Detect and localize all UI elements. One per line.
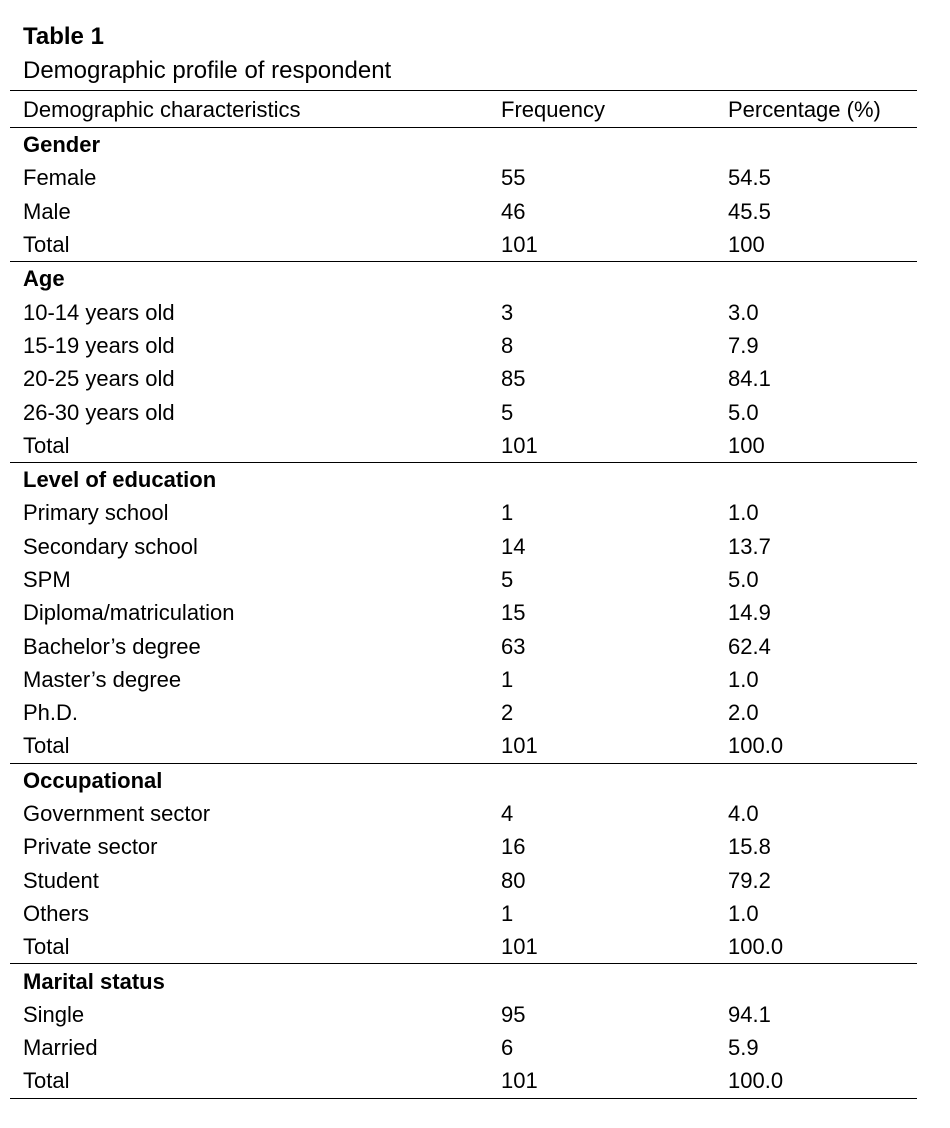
demographic-table: [10, 90, 917, 1099]
table-row: [10, 395, 917, 428]
cell-percentage: 14.9: [728, 600, 771, 626]
section-header-row: [10, 763, 917, 797]
table-row: [10, 228, 917, 262]
header-percentage: Percentage (%): [728, 96, 881, 122]
cell-frequency: 15: [501, 600, 526, 626]
cell-characteristic: Married: [23, 1035, 98, 1061]
cell-percentage: 4.0: [728, 801, 759, 827]
table-row: [10, 797, 917, 830]
cell-characteristic: Master’s degree: [23, 666, 182, 692]
cell-frequency: 101: [501, 934, 538, 960]
table-row: [10, 696, 917, 729]
cell-percentage: 100: [728, 232, 765, 258]
section-header-row: [10, 462, 917, 496]
table-row: [10, 530, 917, 563]
section-title: Level of education: [23, 467, 217, 493]
cell-frequency: 3: [501, 299, 514, 325]
cell-frequency: 6: [501, 1035, 514, 1061]
cell-frequency: 80: [501, 867, 526, 893]
cell-frequency: 2: [501, 700, 514, 726]
cell-percentage: 100: [728, 432, 765, 458]
table-row: [10, 864, 917, 897]
cell-characteristic: Total: [23, 733, 70, 759]
cell-percentage: 100.0: [728, 1068, 784, 1094]
table-row: [10, 663, 917, 696]
table-row: [10, 629, 917, 662]
cell-percentage: 3.0: [728, 299, 759, 325]
cell-percentage: 100.0: [728, 934, 784, 960]
table-row: [10, 729, 917, 763]
cell-frequency: 101: [501, 1068, 538, 1094]
table-row: [10, 1031, 917, 1064]
table-row: [10, 496, 917, 529]
cell-characteristic: Total: [23, 1068, 70, 1094]
table-row: [10, 429, 917, 463]
cell-frequency: 101: [501, 232, 538, 258]
table-row: [10, 161, 917, 194]
cell-percentage: 2.0: [728, 700, 759, 726]
section-title: Age: [23, 266, 65, 292]
cell-frequency: 16: [501, 834, 526, 860]
cell-characteristic: Total: [23, 432, 70, 458]
cell-percentage: 79.2: [728, 867, 771, 893]
cell-percentage: 5.9: [728, 1035, 759, 1061]
cell-characteristic: Secondary school: [23, 533, 198, 559]
table-row: [10, 295, 917, 328]
cell-characteristic: Student: [23, 867, 99, 893]
cell-frequency: 46: [501, 198, 526, 224]
cell-percentage: 13.7: [728, 533, 771, 559]
cell-characteristic: Male: [23, 198, 71, 224]
table-caption: Demographic profile of respondent: [23, 57, 392, 84]
table-row: [10, 1064, 917, 1098]
cell-characteristic: Primary school: [23, 500, 169, 526]
table-container: [10, 20, 917, 1099]
cell-frequency: 101: [501, 432, 538, 458]
table-row: [10, 830, 917, 863]
cell-frequency: 14: [501, 533, 526, 559]
table-body: [10, 128, 917, 1099]
section-header-row: [10, 128, 917, 162]
cell-characteristic: Single: [23, 1001, 85, 1027]
cell-percentage: 1.0: [728, 666, 759, 692]
cell-percentage: 62.4: [728, 633, 771, 659]
cell-percentage: 94.1: [728, 1001, 771, 1027]
table-row: [10, 329, 917, 362]
header-characteristics: Demographic characteristics: [23, 96, 301, 122]
cell-frequency: 4: [501, 801, 514, 827]
table-row: [10, 195, 917, 228]
cell-frequency: 5: [501, 399, 514, 425]
table-row: [10, 897, 917, 930]
cell-characteristic: 15-19 years old: [23, 332, 175, 358]
cell-percentage: 54.5: [728, 165, 771, 191]
table-row: [10, 563, 917, 596]
cell-characteristic: 26-30 years old: [23, 399, 175, 425]
table-row: [10, 998, 917, 1031]
cell-characteristic: Total: [23, 232, 70, 258]
table-label: Table 1: [23, 23, 104, 50]
cell-frequency: 1: [501, 900, 514, 926]
cell-characteristic: Female: [23, 165, 97, 191]
section-title: Marital status: [23, 968, 165, 994]
cell-percentage: 1.0: [728, 500, 759, 526]
section-title: Occupational: [23, 767, 163, 793]
table-row: [10, 596, 917, 629]
cell-frequency: 55: [501, 165, 526, 191]
cell-percentage: 15.8: [728, 834, 771, 860]
cell-characteristic: Bachelor’s degree: [23, 633, 201, 659]
cell-characteristic: 10-14 years old: [23, 299, 175, 325]
section-header-row: [10, 262, 917, 296]
section-header-row: [10, 964, 917, 998]
header-frequency: Frequency: [501, 96, 605, 122]
cell-percentage: 7.9: [728, 332, 759, 358]
cell-percentage: 100.0: [728, 733, 784, 759]
table-row: [10, 362, 917, 395]
cell-characteristic: Total: [23, 934, 70, 960]
cell-percentage: 5.0: [728, 399, 759, 425]
cell-characteristic: SPM: [23, 567, 71, 592]
cell-characteristic: Government sector: [23, 801, 211, 827]
cell-frequency: 1: [501, 666, 514, 692]
cell-characteristic: Ph.D.: [23, 700, 79, 726]
cell-percentage: 45.5: [728, 198, 771, 224]
cell-characteristic: Private sector: [23, 834, 158, 860]
cell-characteristic: Others: [23, 900, 90, 926]
cell-percentage: 5.0: [728, 567, 759, 592]
cell-percentage: 1.0: [728, 900, 759, 926]
cell-percentage: 84.1: [728, 366, 771, 392]
cell-frequency: 5: [501, 567, 514, 592]
cell-frequency: 63: [501, 633, 526, 659]
cell-frequency: 101: [501, 733, 538, 759]
cell-characteristic: Diploma/matriculation: [23, 600, 235, 626]
table-header-row: [10, 91, 917, 128]
cell-frequency: 1: [501, 500, 514, 526]
cell-frequency: 8: [501, 332, 514, 358]
section-title: Gender: [23, 132, 101, 158]
cell-frequency: 95: [501, 1001, 526, 1027]
cell-frequency: 85: [501, 366, 526, 392]
cell-characteristic: 20-25 years old: [23, 366, 175, 392]
table-row: [10, 930, 917, 964]
